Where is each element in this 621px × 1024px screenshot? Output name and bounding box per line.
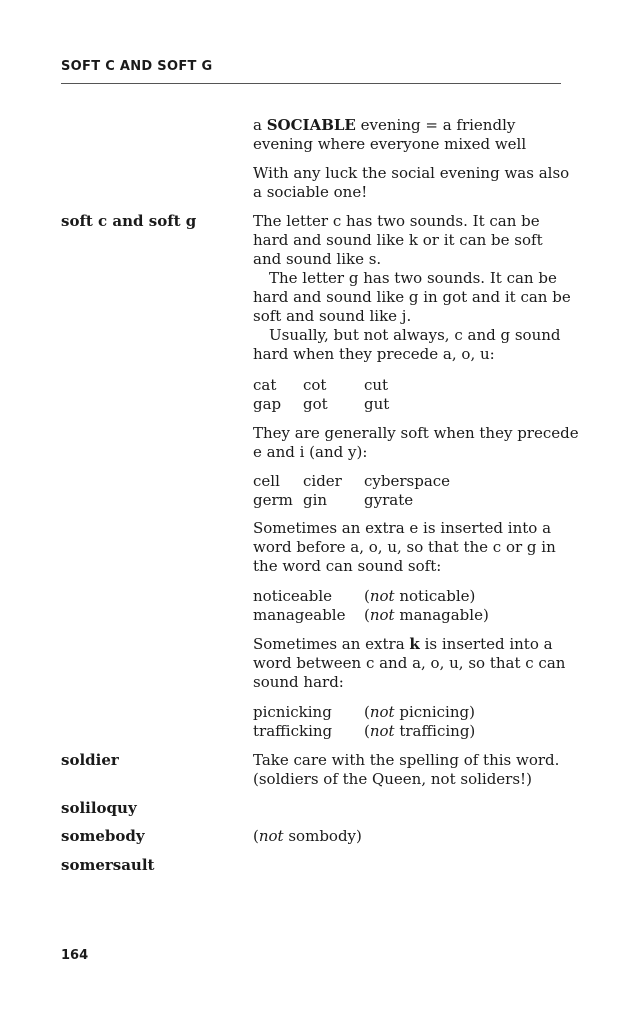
- extra-k-line1: [253, 635, 563, 654]
- word-cell: cot: [303, 376, 327, 394]
- sociable-example: [253, 164, 570, 202]
- word-cell: cell: [253, 472, 280, 490]
- soft-c-p1-line1: The letter c has two sounds. It can be: [253, 212, 540, 230]
- entry-head-soft-c-and-soft-g: soft c and soft g: [61, 212, 197, 230]
- sociable-intro-post: evening = a friendly: [355, 116, 516, 134]
- word-cell: got: [303, 395, 328, 413]
- extra-e-explanation: [253, 519, 563, 576]
- sociable-definition: [253, 116, 563, 154]
- not-label: not: [369, 722, 395, 740]
- extra-k-line3: sound hard:: [253, 673, 344, 691]
- example-row: trafficking (not trafficing): [253, 722, 476, 740]
- word-cell: cut: [364, 376, 389, 394]
- wrong-spelling: noticable): [394, 587, 476, 605]
- example-row: noticeable (not noticable): [253, 587, 476, 605]
- example-row: manageable (not managable): [253, 606, 489, 624]
- soldier-line2: (soldiers of the Queen, not soliders!): [253, 770, 532, 788]
- extra-e-examples: [253, 587, 563, 625]
- hard-words-row: [253, 376, 563, 395]
- example-word: manageable: [253, 606, 346, 624]
- soft-words-table: [253, 472, 563, 510]
- extra-k-explanation: [253, 635, 566, 692]
- not-label: not: [369, 703, 395, 721]
- example-row: picnicking (not picnicing): [253, 703, 475, 721]
- page-number: 164: [61, 948, 89, 963]
- soft-words-row: [253, 491, 563, 510]
- extra-k-letter: k: [409, 635, 420, 653]
- soft-c-p2-line1: The letter g has two sounds. It can be: [269, 269, 557, 287]
- example-word: trafficking: [253, 722, 333, 740]
- extra-e-line3: the word can sound soft:: [253, 557, 442, 575]
- word-cell: gap: [253, 395, 282, 413]
- not-label: not: [369, 606, 395, 624]
- soft-c-p1-line2: hard and sound like k or it can be soft: [253, 231, 543, 249]
- running-head: SOFT C AND SOFT G: [61, 59, 213, 74]
- word-cell: cyberspace: [364, 472, 451, 490]
- soft-c-p3-line1: Usually, but not always, c and g sound: [269, 326, 561, 344]
- word-cell: gin: [303, 491, 328, 509]
- sociable-example-line2: a sociable one!: [253, 183, 368, 201]
- soft-intro-line2: e and i (and y):: [253, 443, 368, 461]
- extra-k-examples: [253, 703, 563, 741]
- example-word: noticeable: [253, 587, 333, 605]
- sociable-intro-pre: a: [253, 116, 267, 134]
- soft-c-p1-line3: and sound like s.: [253, 250, 382, 268]
- not-label: not: [369, 587, 395, 605]
- soft-intro-line1: They are generally soft when they precede: [253, 424, 579, 442]
- word-cell: gut: [364, 395, 390, 413]
- extra-e-line1: Sometimes an extra e is inserted into a: [253, 519, 552, 537]
- sociable-intro-line2: evening where everyone mixed well: [253, 135, 527, 153]
- soft-c-explanation: [253, 212, 571, 364]
- header-rule: [61, 83, 561, 84]
- soft-c-p2-line3: soft and sound like j.: [253, 307, 412, 325]
- extra-e-line2: word before a, o, u, so that the c or g in: [253, 538, 556, 556]
- extra-k-line2: word between c and a, o, u, so that c can: [253, 654, 566, 672]
- somebody-note: (not sombody): [253, 827, 362, 845]
- somebody-definition: [253, 827, 563, 846]
- hard-words-table: [253, 376, 563, 414]
- word-cell: cider: [303, 472, 342, 490]
- soft-c-p3-line2: hard when they precede a, o, u:: [253, 345, 495, 363]
- extra-k-line1-pre: Sometimes an extra: [253, 635, 410, 653]
- entry-head-soliloquy: soliloquy: [61, 799, 137, 817]
- example-word: picnicking: [253, 703, 332, 721]
- sociable-headword: SOCIABLE: [266, 116, 356, 134]
- word-cell: germ: [253, 491, 293, 509]
- entry-head-soldier: soldier: [61, 751, 119, 769]
- extra-k-line1-post: is inserted into a: [419, 635, 553, 653]
- soft-words-row: [253, 472, 563, 491]
- word-cell: cat: [253, 376, 277, 394]
- entry-head-somebody: somebody: [61, 827, 145, 845]
- soft-c-p2-line2: hard and sound like g in got and it can be: [253, 288, 571, 306]
- not-label: not: [258, 827, 284, 845]
- sociable-example-line1: With any luck the social evening was also: [253, 164, 570, 182]
- soldier-line1: Take care with the spelling of this word.: [253, 751, 560, 769]
- soldier-definition: [253, 751, 563, 789]
- word-cell: gyrate: [364, 491, 414, 509]
- entry-head-somersault: somersault: [61, 856, 155, 874]
- soft-intro: [253, 424, 579, 462]
- wrong-spelling: sombody): [283, 827, 362, 845]
- wrong-spelling: managable): [394, 606, 489, 624]
- hard-words-row: [253, 395, 563, 414]
- wrong-spelling: picnicing): [394, 703, 475, 721]
- wrong-spelling: trafficing): [394, 722, 476, 740]
